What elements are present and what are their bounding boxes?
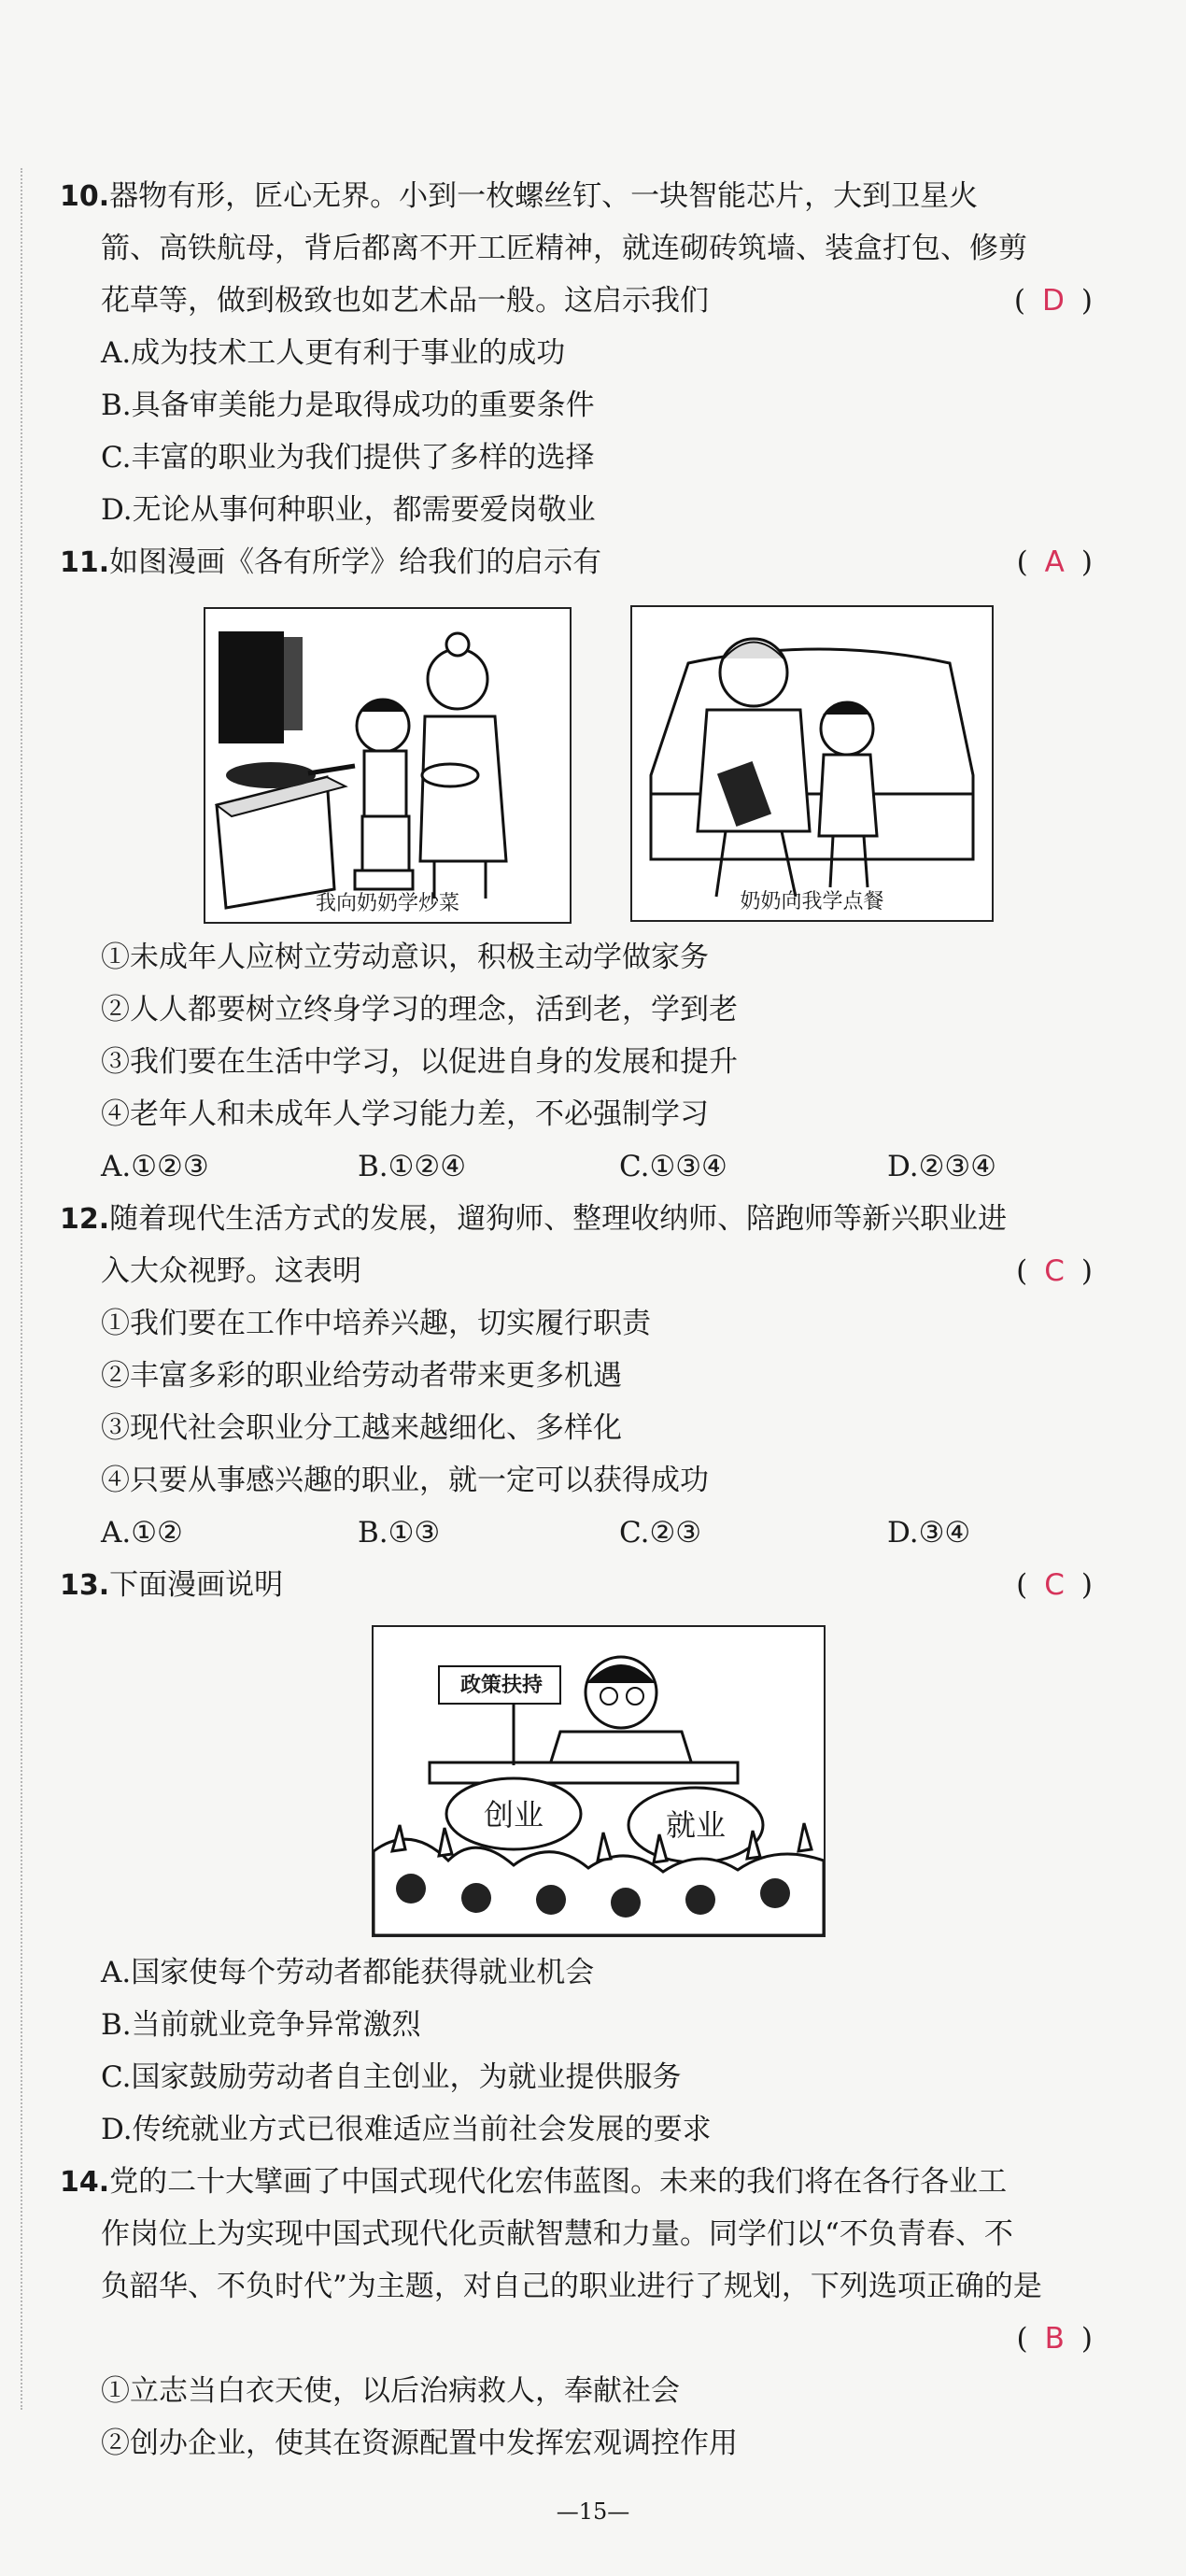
q11-stem: 11.如图漫画《各有所学》给我们的启示有 <box>60 545 602 579</box>
q10-answer: ( D ) <box>1013 284 1093 318</box>
q10-number: 10. <box>60 180 110 213</box>
q10-line-3: 花草等，做到极致也如艺术品一般。这启示我们 <box>101 284 709 318</box>
q13-stem: 13.下面漫画说明 <box>60 1568 284 1602</box>
q11-item-1: ①未成年人应树立劳动意识，积极主动学做家务 <box>101 941 709 974</box>
q13-answer: ( C ) <box>1016 1568 1093 1602</box>
cartoon-bubble-right: 就业 <box>665 1807 726 1843</box>
cartoon-policy-drawing <box>374 1627 824 1935</box>
cartoon-ordering-drawing <box>632 607 992 920</box>
q12-answer: ( C ) <box>1016 1254 1093 1288</box>
cartoon-caption-left: 我向奶奶学炒菜 <box>315 892 459 915</box>
q10-option-d: D.无论从事何种职业，都需要爱岗敬业 <box>101 493 596 527</box>
cartoon-learn-cooking <box>204 607 572 924</box>
q11-number: 11. <box>60 546 110 579</box>
q10-option-b: B.具备审美能力是取得成功的重要条件 <box>101 389 595 422</box>
q12-item-3: ③现代社会职业分工越来越细化、多样化 <box>101 1411 622 1445</box>
q12-line-2: 入大众视野。这表明 <box>101 1254 361 1288</box>
q13-option-a: A.国家使每个劳动者都能获得就业机会 <box>101 1956 595 1989</box>
q10-option-c: C.丰富的职业为我们提供了多样的选择 <box>101 441 595 474</box>
cartoon-cooking-drawing <box>205 609 570 922</box>
q12-option-a: A.①② <box>101 1516 183 1550</box>
q14-item-2: ②创办企业，使其在资源配置中发挥宏观调控作用 <box>101 2427 738 2460</box>
q11-option-d: D.②③④ <box>887 1150 996 1183</box>
q13-option-b: B.当前就业竞争异常激烈 <box>101 2008 421 2042</box>
q11-option-b: B.①②④ <box>358 1150 467 1183</box>
q12-item-1: ①我们要在工作中培养兴趣，切实履行职责 <box>101 1307 651 1340</box>
q10-line-1: 10.器物有形，匠心无界。小到一枚螺丝钉、一块智能芯片，大到卫星火 <box>60 179 979 213</box>
q14-line-1: 14.党的二十大擘画了中国式现代化宏伟蓝图。未来的我们将在各行各业工 <box>60 2165 1008 2199</box>
q13-option-c: C.国家鼓励劳动者自主创业，为就业提供服务 <box>101 2060 682 2094</box>
q12-option-c: C.②③ <box>619 1516 702 1550</box>
q10-line-2: 箭、高铁航母，背后都离不开工匠精神，就连砌砖筑墙、装盒打包、修剪 <box>101 232 1027 265</box>
q14-line-2: 作岗位上为实现中国式现代化贡献智慧和力量。同学们以“不负青春、不 <box>101 2217 1013 2251</box>
q12-number: 12. <box>60 1203 110 1236</box>
q13-number: 13. <box>60 1569 110 1602</box>
q14-number: 14. <box>60 2166 110 2199</box>
cartoon-caption-right: 奶奶向我学点餐 <box>740 890 884 913</box>
q12-line-1: 12.随着现代生活方式的发展，遛狗师、整理收纳师、陪跑师等新兴职业进 <box>60 1202 1008 1236</box>
cartoon-learn-ordering <box>630 605 994 922</box>
q14-item-1: ①立志当白衣天使，以后治病救人，奉献社会 <box>101 2374 680 2408</box>
q11-item-3: ③我们要在生活中学习，以促进自身的发展和提升 <box>101 1045 738 1079</box>
q14-answer: ( B ) <box>1016 2322 1093 2356</box>
q11-option-a: A.①②③ <box>101 1150 209 1183</box>
q11-option-c: C.①③④ <box>619 1150 727 1183</box>
q14-line-3: 负韶华、不负时代”为主题，对自己的职业进行了规划，下列选项正确的是 <box>101 2270 1042 2303</box>
cartoon-sign-text: 政策扶持 <box>459 1674 543 1697</box>
q12-item-2: ②丰富多彩的职业给劳动者带来更多机遇 <box>101 1359 622 1393</box>
q10-option-a: A.成为技术工人更有利于事业的成功 <box>101 336 566 370</box>
q12-item-4: ④只要从事感兴趣的职业，就一定可以获得成功 <box>101 1464 709 1497</box>
cartoon-bubble-left: 创业 <box>483 1797 544 1833</box>
q13-option-d: D.传统就业方式已很难适应当前社会发展的要求 <box>101 2113 712 2146</box>
q11-answer: ( A ) <box>1016 545 1093 579</box>
q11-item-2: ②人人都要树立终身学习的理念，活到老，学到老 <box>101 993 738 1026</box>
page-number: —15— <box>556 2498 630 2525</box>
q11-item-4: ④老年人和未成年人学习能力差，不必强制学习 <box>101 1097 709 1131</box>
cartoon-policy-support <box>372 1625 826 1937</box>
q12-option-d: D.③④ <box>887 1516 971 1550</box>
q12-option-b: B.①③ <box>358 1516 441 1550</box>
